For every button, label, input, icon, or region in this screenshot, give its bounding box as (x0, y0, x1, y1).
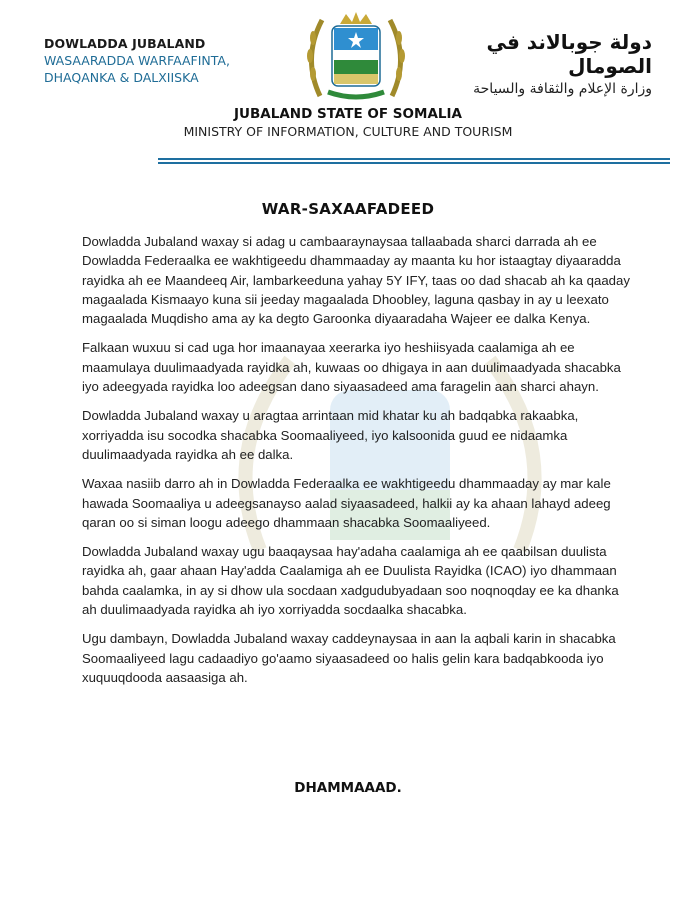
ministry-name-arabic: وزارة الإعلام والثقافة والسياحة (473, 81, 652, 97)
closing-line: DHAMMAAAD. (294, 780, 402, 796)
paragraph: Waxaa nasiib darro ah in Dowladda Federaalka ee wakhtigeedu dhammaaday ay mar kale hawada Soomaaliya u adeegsanayso aalad siyaasadeed, halkii ay ka ahaan lahayd adeeg qaran oo si siman loogu adeego dhammaan shacabka Soomaaliyeed. (82, 476, 611, 530)
ministry-name-somali-line1: WASAARADDA WARFAAFINTA, (44, 53, 230, 68)
paragraph: Dowladda Jubaland waxay ugu baaqaysaa hay'adaha caalamiga ah ee qaabilsan duulista rayidka ah, gaar ahaan Hay'adda Caalamiga ah ee Duulista Rayidka (ICAO) iyo dhammaan bahda caalamka, in ay si dhow ula socdaan xadgudubyadaan soo noqnoqday ee ka dhanka ah duulimaadyada rayidka ah iyo xorriyadda socdaalka shacabka. (82, 544, 619, 618)
paragraph: Falkaan wuxuu si cad uga hor imaanayaa xeerarka iyo heshiisyada caalamiga ah ee maamulaya duulimaadyada rayidka ah, kuwaas oo dhigaya in aan duulimaadyada shacabka iyo adeegyada rayidka loo adeegsan dano siyaasadeed ama faragelin aan sharci ahayn. (82, 340, 621, 395)
header-divider-bottom (158, 162, 670, 164)
ministry-title: MINISTRY OF INFORMATION, CULTURE AND TOURISM (183, 124, 513, 139)
ministry-name-somali-line2: DHAQANKA & DALXIISKA (44, 70, 199, 85)
document-title: WAR-SAXAAFADEED (261, 200, 435, 218)
header-right-block (412, 30, 652, 97)
document-body (82, 232, 630, 697)
paragraph: Dowladda Jubaland waxay si adag u cambaaraynaysaa tallaabada sharci darrada ah ee Dowladda Federaalka ee wakhtigeedu dhammaaday ay maanta ku hor istaagtay diyaaradda rayidka ah ee Maandeeq Air, lambarkeeduna yahay 5Y IFY, taas oo dad shacab ah ka qaaday magaalada Kismaayo kuna sii jeeday magaalada Dhoobley, laguna qasbay in ay u leexato magaalada Muqdisho ama ay ka degto Garoonka diyaaradaha Wajeer ee dalka Kenya. (82, 234, 630, 327)
govt-name-somali: DOWLADDA JUBALAND (44, 36, 206, 51)
jubaland-coat-of-arms-icon (300, 8, 412, 104)
paragraph: Ugu dambayn, Dowladda Jubaland waxay caddeynaysaa in aan la aqbali karin in shacabka Soomaaliyeed lagu cadaadiyo go'aamo siyaasadeed oo halis gelin kara badqabkooda iyo xuquuqdooda aasaasiga ah. (82, 631, 616, 685)
header-divider-top (158, 158, 670, 160)
header-left-block (44, 36, 284, 85)
govt-name-arabic: دولة جوبالاند في الصومال (486, 30, 652, 78)
paragraph: Dowladda Jubaland waxay u aragtaa arrintaan mid khatar ku ah badqabka rakaabka, xorriyadda isu socodka shacabka Soomaaliyeed, iyo kalsoonida guud ee nidaamka duulimaadyada rayidka ah ee dalka. (82, 408, 579, 462)
state-title: JUBALAND STATE OF SOMALIA (234, 106, 462, 122)
